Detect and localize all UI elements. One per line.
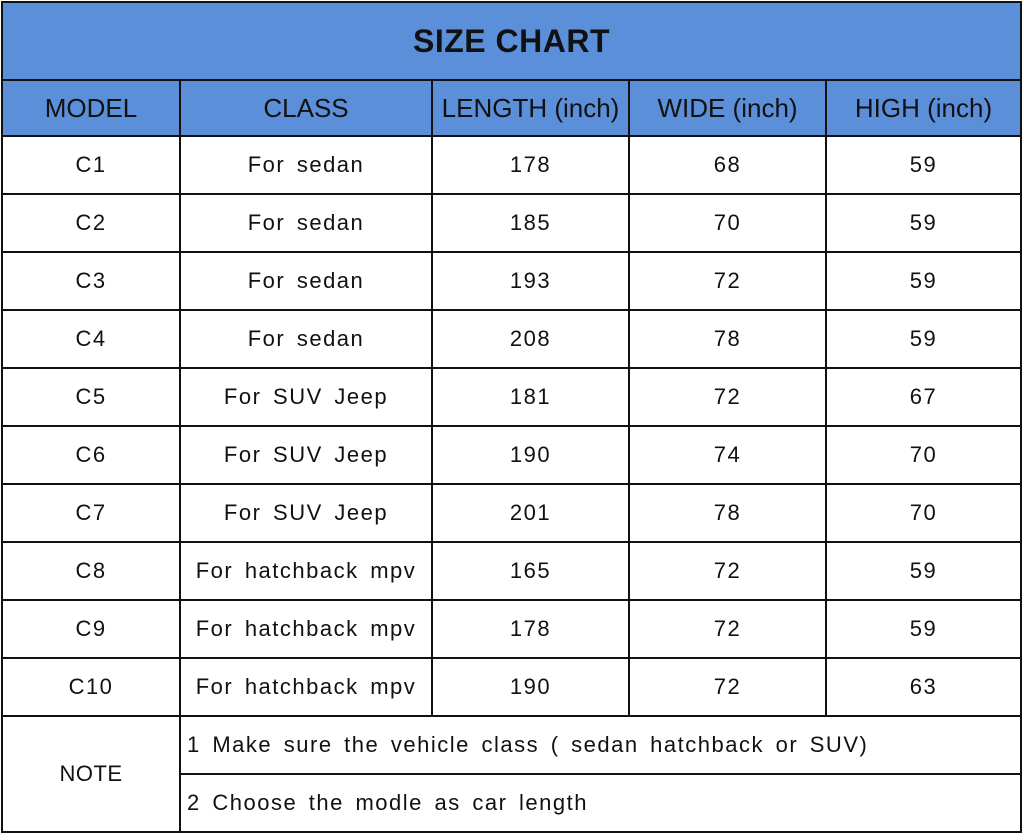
cell-wide: 72 <box>629 252 826 310</box>
cell-class: For sedan <box>180 252 432 310</box>
note-line-1: 1 Make sure the vehicle class ( sedan hatchback or SUV) <box>180 716 1021 774</box>
cell-wide: 72 <box>629 600 826 658</box>
cell-model: C8 <box>2 542 180 600</box>
cell-high: 70 <box>826 484 1021 542</box>
table-body <box>2 136 1021 832</box>
cell-model: C2 <box>2 194 180 252</box>
column-header-class: CLASS <box>180 80 432 136</box>
column-header-model: MODEL <box>2 80 180 136</box>
title-row <box>2 2 1021 80</box>
cell-model: C9 <box>2 600 180 658</box>
cell-wide: 70 <box>629 194 826 252</box>
cell-high: 63 <box>826 658 1021 716</box>
cell-class: For hatchback mpv <box>180 542 432 600</box>
cell-model: C6 <box>2 426 180 484</box>
cell-length: 165 <box>432 542 629 600</box>
cell-wide: 72 <box>629 542 826 600</box>
column-header-high: HIGH (inch) <box>826 80 1021 136</box>
cell-class: For sedan <box>180 310 432 368</box>
cell-model: C1 <box>2 136 180 194</box>
cell-high: 59 <box>826 310 1021 368</box>
cell-class: For SUV Jeep <box>180 426 432 484</box>
cell-class: For sedan <box>180 136 432 194</box>
cell-wide: 68 <box>629 136 826 194</box>
cell-class: For hatchback mpv <box>180 658 432 716</box>
cell-high: 59 <box>826 542 1021 600</box>
size-chart-table <box>1 1 1022 833</box>
cell-length: 190 <box>432 658 629 716</box>
cell-class: For SUV Jeep <box>180 484 432 542</box>
cell-high: 59 <box>826 252 1021 310</box>
cell-model: C10 <box>2 658 180 716</box>
cell-high: 70 <box>826 426 1021 484</box>
cell-length: 185 <box>432 194 629 252</box>
cell-length: 208 <box>432 310 629 368</box>
table-row <box>2 484 1021 542</box>
chart-title: SIZE CHART <box>2 2 1021 80</box>
cell-length: 201 <box>432 484 629 542</box>
cell-class: For SUV Jeep <box>180 368 432 426</box>
cell-class: For hatchback mpv <box>180 600 432 658</box>
table-row <box>2 368 1021 426</box>
column-header-length: LENGTH (inch) <box>432 80 629 136</box>
cell-model: C7 <box>2 484 180 542</box>
cell-model: C3 <box>2 252 180 310</box>
cell-wide: 72 <box>629 658 826 716</box>
cell-wide: 78 <box>629 484 826 542</box>
cell-model: C5 <box>2 368 180 426</box>
cell-wide: 78 <box>629 310 826 368</box>
cell-high: 59 <box>826 136 1021 194</box>
table-row <box>2 194 1021 252</box>
cell-length: 178 <box>432 136 629 194</box>
note-line-2: 2 Choose the modle as car length <box>180 774 1021 832</box>
cell-high: 59 <box>826 600 1021 658</box>
cell-model: C4 <box>2 310 180 368</box>
cell-length: 178 <box>432 600 629 658</box>
cell-length: 190 <box>432 426 629 484</box>
table-row <box>2 426 1021 484</box>
cell-length: 193 <box>432 252 629 310</box>
table-row <box>2 310 1021 368</box>
note-label: NOTE <box>2 716 180 832</box>
cell-high: 67 <box>826 368 1021 426</box>
column-header-wide: WIDE (inch) <box>629 80 826 136</box>
cell-wide: 74 <box>629 426 826 484</box>
table-row <box>2 252 1021 310</box>
cell-wide: 72 <box>629 368 826 426</box>
table-row <box>2 600 1021 658</box>
header-row <box>2 80 1021 136</box>
table-row <box>2 658 1021 716</box>
cell-length: 181 <box>432 368 629 426</box>
cell-high: 59 <box>826 194 1021 252</box>
cell-class: For sedan <box>180 194 432 252</box>
table-row <box>2 542 1021 600</box>
note-row-1 <box>2 716 1021 774</box>
table-row <box>2 136 1021 194</box>
